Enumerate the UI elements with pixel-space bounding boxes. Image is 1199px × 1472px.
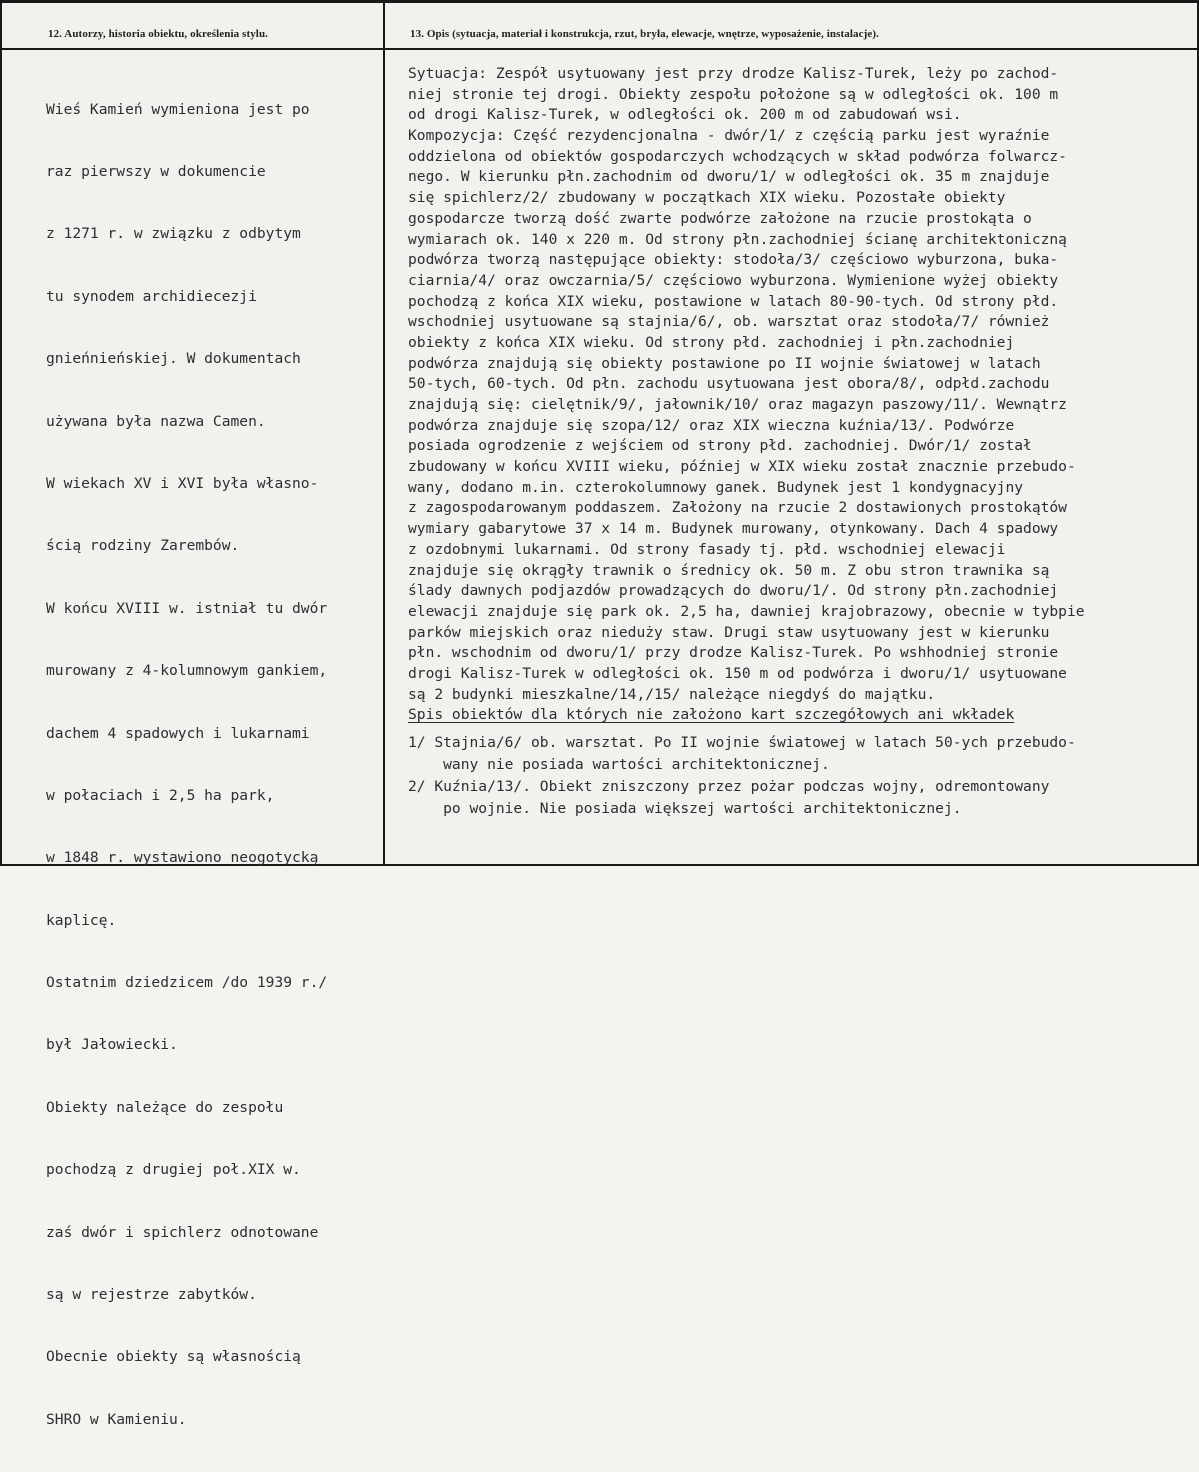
history-line: z 1271 r. w związku z odbytym — [46, 225, 301, 243]
history-line: murowany z 4-kolumnowym gankiem, — [46, 662, 328, 680]
description-line: obiekty z końca XIX wieku. Od strony płd. zachodniej i płn.zachodniej — [408, 333, 1015, 351]
history-line: SHRO w Kamieniu. — [46, 1410, 187, 1428]
description-line: oddzielona od obiektów gospodarczych wchodzących w skład podwórza folwarcz- — [408, 147, 1067, 165]
description-line: Sytuacja: Zespół usytuowany jest przy drodze Kalisz-Turek, leży po zachod- — [408, 65, 1059, 82]
description-line: zbudowany w końcu XVIII wieku, później w XIX wieku został znacznie przebudo- — [408, 458, 1076, 476]
description-line: są 2 budynki mieszkalne/14,/15/ należące niegdyś do majątku. — [408, 685, 936, 703]
history-line: Ostatnim dziedzicem /do 1939 r./ — [46, 974, 328, 992]
history-line: dachem 4 spadowych i lukarnami — [46, 724, 310, 742]
description-line: płn. wschodnim od dworu/1/ przy drodze Kalisz-Turek. Po wshhodniej stronie — [408, 644, 1059, 662]
description-line: nego. W kierunku płn.zachodnim od dworu/1/ w odległości ok. 35 m znajduje — [408, 168, 1050, 186]
description-line: z ozdobnymi lukarnami. Od strony fasady tj. płd. wschodniej elewacji — [408, 540, 1006, 558]
description-line: od drogi Kalisz-Turek, w odległości ok. 200 m od zabudowań wsi. — [408, 106, 962, 124]
spis-item-line: po wojnie. Nie posiada większej wartości architektonicznej. — [408, 800, 962, 817]
history-line: ścią rodziny Zarembów. — [46, 537, 240, 555]
section-12-header: 12. Autorzy, historia obiektu, określenia stylu. — [48, 28, 269, 40]
history-line: gnieńnieńskiej. W dokumentach — [46, 350, 301, 368]
history-column — [46, 58, 376, 1472]
description-line: pochodzą z końca XIX wieku, postawione w latach 80-90-tych. Od strony płd. — [408, 292, 1059, 310]
spis-item-line: 2/ Kuźnia/13/. Obiekt zniszczony przez pożar podczas wojny, odremontowany — [408, 778, 1050, 795]
history-line: W wiekach XV i XVI była własno- — [46, 474, 319, 492]
description-line: 50-tych, 60-tych. Od płn. zachodu usytuowana jest obora/8/, odpłd.zachodu — [408, 375, 1050, 393]
description-line: znajduje się okrągły trawnik o średnicy ok. 50 m. Z obu stron trawnika są — [408, 561, 1050, 579]
frame-top — [0, 0, 1199, 3]
history-line: tu synodem archidiecezji — [46, 287, 257, 305]
spis-item-line: 1/ Stajnia/6/ ob. warsztat. Po II wojnie światowej w latach 50-ych przebudo- — [408, 734, 1076, 751]
section-13-header: 13. Opis (sytuacja, materiał i konstrukcja, rzut, bryła, elewacje, wnętrze, wyposażenie, instalacje). — [410, 28, 879, 40]
description-line: znajdują się: cielętnik/9/, jałownik/10/ oraz magazyn paszowy/11/. Wewnątrz — [408, 396, 1067, 413]
description-line: posiada ogrodzenie z wejściem od strony płd. zachodniej. Dwór/1/ został — [408, 437, 1032, 455]
history-line: był Jałowiecki. — [46, 1036, 178, 1054]
history-line: raz pierwszy w dokumencie — [46, 162, 266, 180]
description-line: niej stronie tej drogi. Obiekty zespołu położone są w odległości ok. 100 m — [408, 85, 1059, 103]
description-line: parków miejskich oraz nieduży staw. Drugi staw usytuowany jest w kierunku — [408, 623, 1050, 641]
history-line: w połaciach i 2,5 ha park, — [46, 786, 275, 804]
history-line: używana była nazwa Camen. — [46, 412, 266, 430]
description-line: Kompozycja: Część rezydencjonalna - dwór/1/ z częścią parku jest wyraźnie — [408, 127, 1050, 145]
description-line: podwórza znajduje się szopa/12/ oraz XIX wieczna kuźnia/13/. Podwórze — [408, 416, 1015, 434]
history-line: w 1848 r. wystawiono neogotycką — [46, 849, 319, 867]
history-line: Wieś Kamień wymieniona jest po — [46, 100, 310, 118]
description-line: elewacji znajduje się park ok. 2,5 ha, dawniej krajobrazowy, obecnie w tybpie — [408, 602, 1085, 620]
frame-left — [0, 0, 2, 866]
history-line: W końcu XVIII w. istniał tu dwór — [46, 599, 328, 617]
history-line: są w rejestrze zabytków. — [46, 1286, 257, 1304]
description-line: wschodniej usytuowane są stajnia/6/, ob. warsztat oraz stodoła/7/ również — [408, 313, 1050, 331]
header-divider — [0, 48, 1199, 50]
column-divider — [383, 0, 385, 866]
description-column — [408, 64, 1188, 820]
history-line: Obecnie obiekty są własnością — [46, 1348, 301, 1366]
history-line: pochodzą z drugiej poł.XIX w. — [46, 1161, 301, 1179]
description-line: ciarnia/4/ oraz owczarnia/5/ częściowo wyburzona. Wymienione wyżej obiekty — [408, 271, 1059, 289]
history-line: Obiekty należące do zespołu — [46, 1098, 284, 1116]
description-line: drogi Kalisz-Turek w odległości ok. 150 m od podwórza i dworu/1/ usytuowane — [408, 664, 1067, 682]
description-line: ślady dawnych podjazdów prowadzących do dworu/1/. Od strony płn.zachodniej — [408, 582, 1059, 600]
spis-item-line: wany nie posiada wartości architektonicznej. — [408, 756, 830, 773]
history-line: zaś dwór i spichlerz odnotowane — [46, 1223, 319, 1241]
description-line: się spichlerz/2/ zbudowany w początkach XIX wieku. Pozostałe obiekty — [408, 189, 1006, 207]
description-line: wany, dodano m.in. czterokolumnowy ganek. Budynek jest 1 kondygnacyjny — [408, 478, 1024, 496]
description-line: podwórza znajdują się obiekty postawione po II wojnie światowej w latach — [408, 354, 1041, 372]
description-line: gospodarcze tworzą dość zwarte podwórze założone na rzucie prostokąta o — [408, 209, 1032, 227]
description-line: podwórza tworzą następujące obiekty: stodoła/3/ częściowo wyburzona, buka- — [408, 251, 1059, 269]
description-line: wymiary gabarytowe 37 x 14 m. Budynek murowany, otynkowany. Dach 4 spadowy — [408, 520, 1059, 538]
description-line: wymiarach ok. 140 x 220 m. Od strony płn.zachodniej ścianę architektoniczną — [408, 230, 1067, 248]
description-line: z zagospodarowanym poddaszem. Założony na rzucie 2 dostawionych prostokątów — [408, 499, 1067, 517]
spis-title: Spis obiektów dla których nie założono kart szczegółowych ani wkładek — [408, 706, 1015, 724]
history-line: kaplicę. — [46, 911, 117, 929]
